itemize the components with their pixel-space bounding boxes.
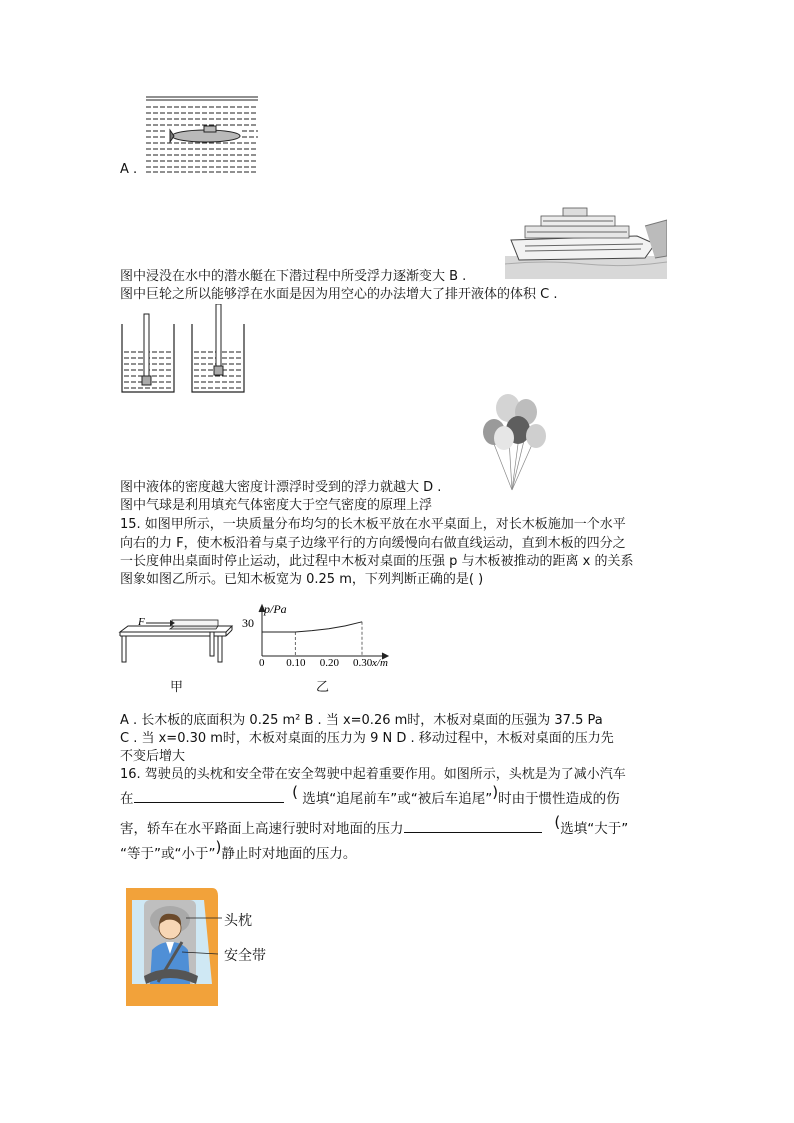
paren-open-2: ( [554,813,561,831]
paren-close-1: ) [492,783,499,801]
submarine-icon [170,126,240,142]
x-axis-label: x/m [372,657,388,669]
q16-after-1: 时由于惯性造成的伤 [498,791,620,807]
q16-line-3-text: 害，轿车在水平路面上高速行驶时对地面的压力 [120,821,404,837]
q15-answer-line-1: A . 长木板的底面积为 0.25 m² B . 当 x=0.26 m时，木板对桌面的压强为 37.5 Pa [120,713,603,728]
x-tick-label: 0.20 [319,657,339,669]
y-tick-30: 30 [242,616,254,630]
q15-answer-line-3: 不变后增大 [120,749,186,764]
y-axis-label: p/Pa [264,602,287,616]
option-a-text: 图中浸没在水中的潜水艇在下潜过程中所受浮力逐渐变大 B . [120,269,467,284]
q16-line-4 [120,838,357,865]
option-b-text: 图中巨轮之所以能够浮在水面是因为用空心的办法增大了排开液体的体积 C . [120,287,558,302]
answer-blank-2[interactable] [404,818,542,833]
x-tick-label: 0.10 [286,657,306,669]
paren-open-1: ( [292,783,298,801]
q16-choice-2: 选填“大于” [560,821,629,837]
q16-line-2 [120,783,620,810]
answer-blank-1[interactable] [134,788,284,803]
x-tick-label: 0 [259,657,265,669]
q16-line-4-end: 静止时对地面的压力。 [221,846,357,862]
q16-choice-1: 选填“追尾前车”或“被后车追尾” [302,791,493,807]
q16-line-3 [120,813,629,840]
x-tick-label: 0.30 [353,657,373,669]
option-a-marker: A . [120,162,138,177]
cruise-ship-image [505,196,667,279]
hydrometer-beakers-figure [118,304,256,396]
q15-line-3: 一长度伸出桌面时停止运动，此过程中木板对桌面的压强 p 与木板被推动的距离 x 的关系 [120,554,634,569]
force-label: F [138,616,145,628]
q15-line-1: 15. 如图甲所示，一块质量分布均匀的长木板平放在水平桌面上，对长木板施加一个水平 [120,517,626,532]
q15-line-4: 图象如图乙所示。已知木板宽为 0.25 m，下列判断正确的是( ) [120,572,484,587]
q16-line-1: 16. 驾驶员的头枕和安全带在安全驾驶中起着重要作用。如图所示，头枕是为了减小汽车 [120,767,626,782]
option-d-text: 图中气球是利用填充气体密度大于空气密度的原理上浮 [120,498,433,513]
headrest-label: 头枕 [224,913,252,929]
paren-close-2: ) [215,838,222,856]
seatbelt-label: 安全带 [224,948,266,964]
option-c-text: 图中液体的密度越大密度计漂浮时受到的浮力就越大 D . [120,480,442,495]
pressure-series-line [262,622,362,632]
q15-answer-line-2: C . 当 x=0.30 m时，木板对桌面的压力为 9 N D . 移动过程中，木板对桌面的压力先 [120,731,614,746]
figure-yi-caption: 乙 [316,680,330,695]
pressure-distance-chart [236,600,400,670]
q16-in-word: 在 [120,791,134,807]
submarine-figure [146,96,260,174]
q16-line-4-choices: “等于”或“小于” [120,846,216,862]
table-board-figure [118,612,234,664]
q15-line-2: 向右的力 F，使木板沿着与桌子边缘平行的方向缓慢向右做直线运动，直到木板的四分之 [120,536,626,551]
figure-jia-caption: 甲 [170,680,184,695]
balloons-image [478,392,548,494]
